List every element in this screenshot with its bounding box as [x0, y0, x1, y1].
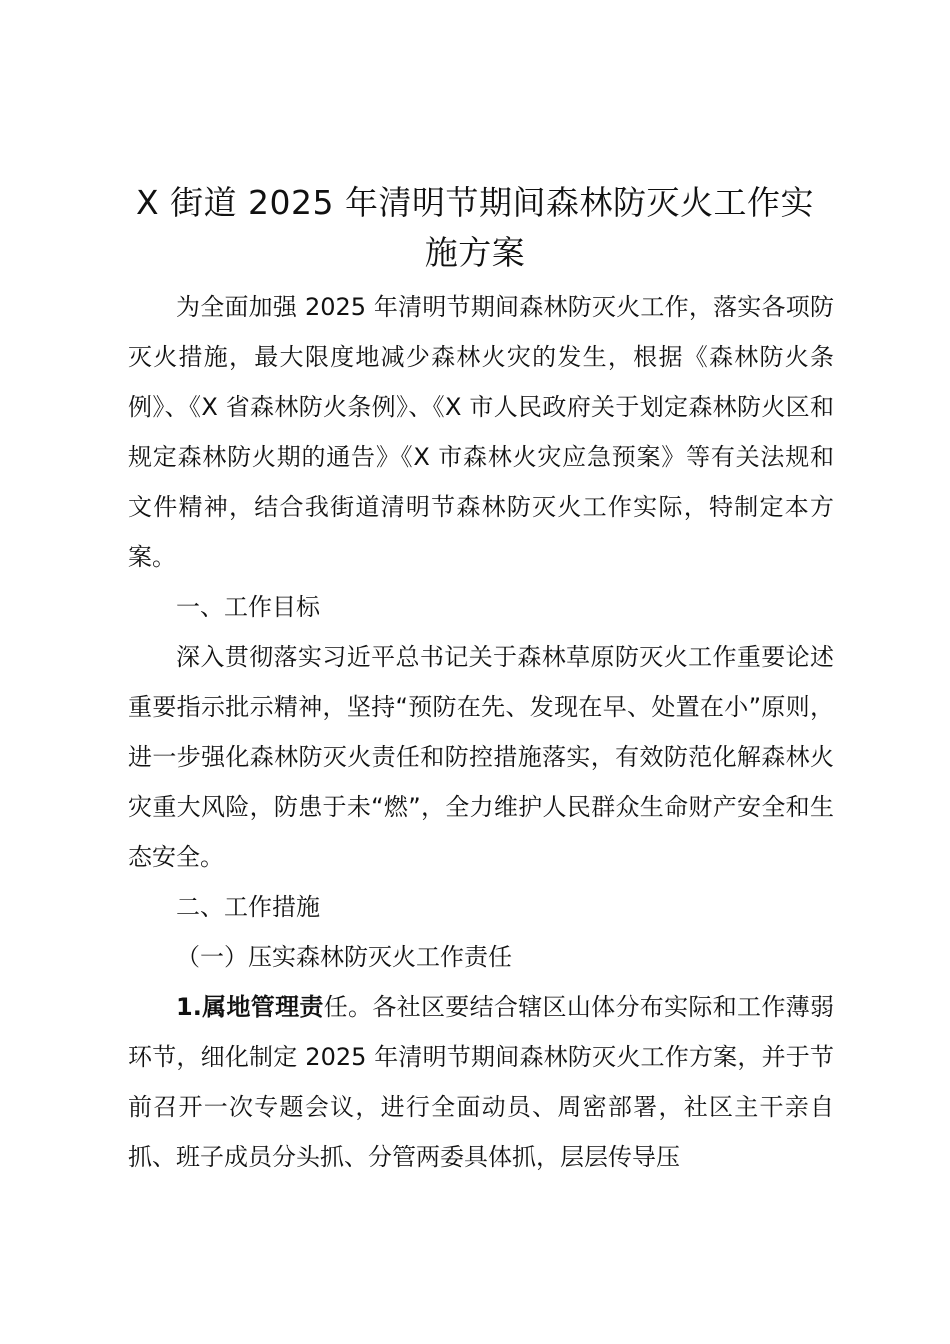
- goals-paragraph: 深入贯彻落实习近平总书记关于森林草原防灭火工作重要论述重要指示批示精神，坚持“预防在先、发现在早、处置在小”原则，进一步强化森林防灭火责任和防控措施落实，有效防范化解森林火灾重大风险，防患于未“燃”，全力维护人民群众生命财产安全和生态安全。: [128, 643, 834, 871]
- item-1-bold-lead: 1.属地管理责: [176, 993, 324, 1021]
- document-title: [0, 178, 950, 278]
- title-line-2: 施方案: [424, 233, 526, 272]
- title-line-1: X 街道 2025 年清明节期间森林防灭火工作实: [135, 183, 815, 222]
- subsection-heading-responsibility: （一）压实森林防灭火工作责任: [176, 943, 512, 971]
- item-1-text: 任。各社区要结合辖区山体分布实际和工作薄弱环节，细化制定 2025 年清明节期间森林防灭火工作方案，并于节前召开一次专题会议，进行全面动员、周密部署，社区主干亲自抓、班子成员分头抓、分管两委具体抓，层层传导压: [128, 993, 834, 1171]
- document-body: [128, 282, 834, 1182]
- section-heading-measures: 二、工作措施: [176, 893, 320, 921]
- section-heading-goals: 一、工作目标: [176, 593, 320, 621]
- intro-paragraph: 为全面加强 2025 年清明节期间森林防灭火工作，落实各项防灭火措施，最大限度地减少森林火灾的发生，根据《森林防火条例》、《X 省森林防火条例》、《X 市人民政府关于划定森林防火区和规定森林防火期的通告》《X 市森林火灾应急预案》等有关法规和文件精神，结合我街道清明节森林防灭火工作实际，特制定本方案。: [128, 293, 834, 571]
- item-1-paragraph: [128, 982, 834, 1182]
